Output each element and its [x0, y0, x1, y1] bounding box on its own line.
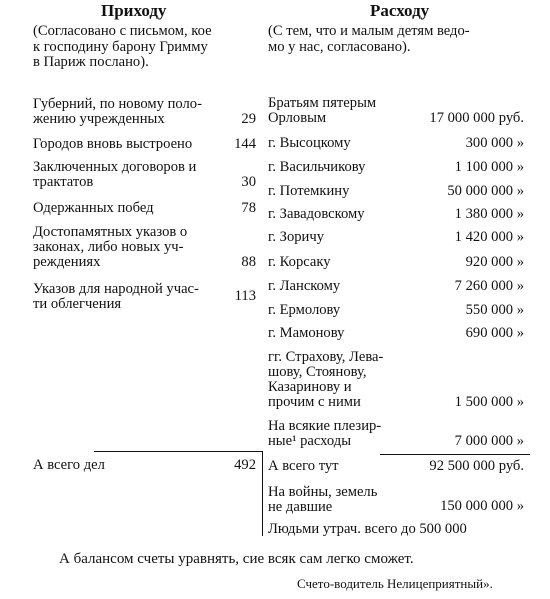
income-value: 78 — [241, 200, 256, 216]
expense-amount: 150 000 000 » — [440, 498, 524, 514]
expense-amount: 300 000 » — [465, 135, 524, 151]
expense-total-label: А всего тут — [268, 458, 339, 474]
balance-line: А балансом счеты уравнять, сие всяк сам легко сможет. — [59, 551, 414, 567]
income-value: 88 — [241, 254, 256, 270]
signature-line: Счето-водитель Нелицеприятный». — [297, 576, 493, 591]
expense-note: (С тем, что и малым детям ведо- мо у нас, согласовано). — [268, 23, 470, 55]
income-note: (Согласовано с письмом, кое к господину барону Гримму в Париж послано). — [33, 23, 212, 70]
expense-amount: 550 000 » — [465, 302, 524, 318]
expense-amount: 1 420 000 » — [454, 229, 524, 245]
income-total-rule — [94, 451, 262, 452]
expense-amount: 50 000 000 » — [447, 183, 524, 199]
expense-amount: 7 260 000 » — [454, 278, 524, 294]
expense-amount: 1 380 000 » — [454, 206, 524, 222]
expense-amount: 7 000 000 » — [454, 433, 524, 449]
income-value: 113 — [234, 288, 256, 304]
expense-amount: 1 500 000 » — [454, 394, 524, 410]
expense-total-rule — [380, 454, 530, 455]
expense-amount: 920 000 » — [465, 254, 524, 270]
expense-total-value: 92 500 000 руб. — [429, 458, 524, 474]
income-value: 144 — [234, 136, 256, 152]
income-total-label: А всего дел — [33, 457, 105, 473]
income-value: 30 — [241, 174, 256, 190]
expense-amount: 17 000 000 руб. — [429, 110, 524, 126]
losses-line: Людьми утрач. всего до 500 000 — [268, 521, 467, 537]
income-total-value: 492 — [234, 457, 256, 473]
column-divider — [262, 451, 263, 536]
income-title: Приходу — [101, 1, 167, 20]
income-value: 29 — [241, 111, 256, 127]
expense-title: Расходу — [370, 1, 430, 20]
expense-amount: 1 100 000 » — [454, 159, 524, 175]
expense-amount: 690 000 » — [465, 325, 524, 341]
